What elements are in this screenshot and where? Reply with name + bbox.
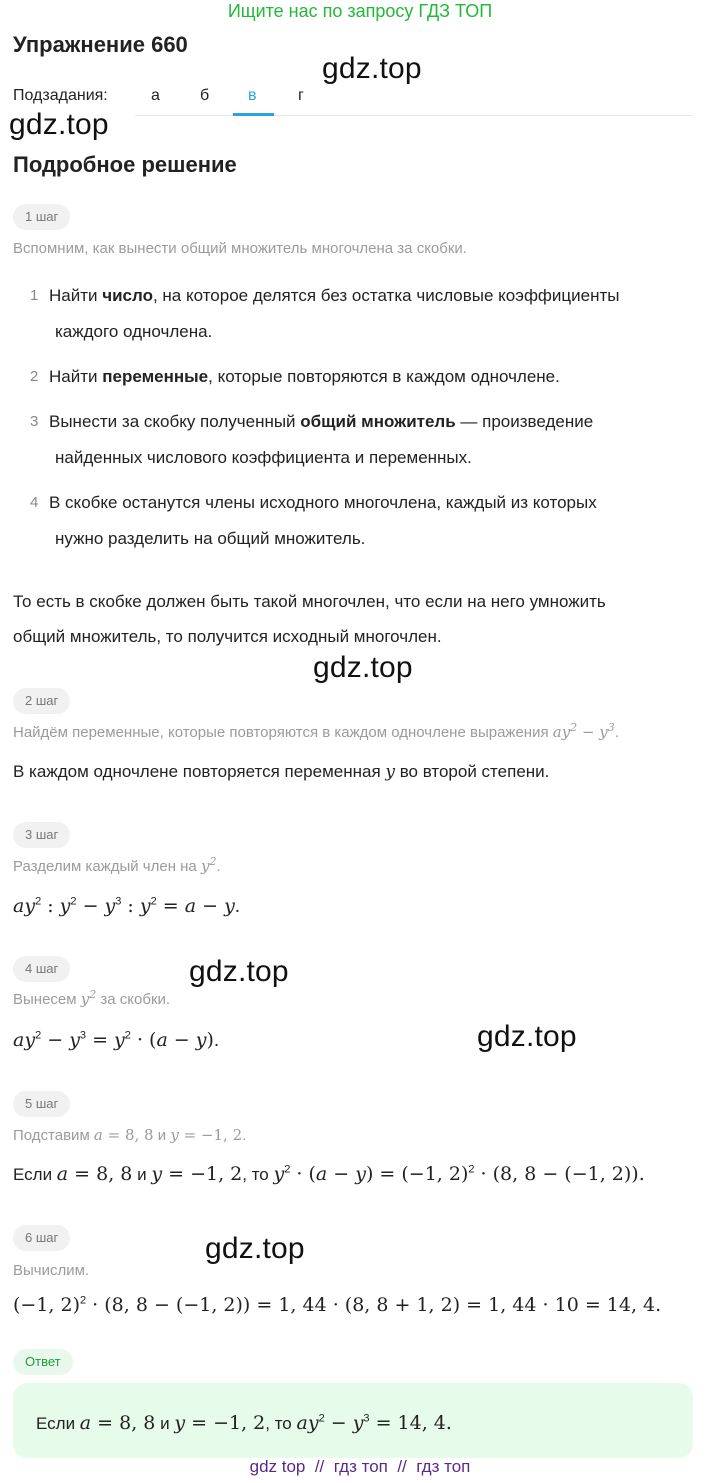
- math-expr: $ay^2 - y^3$: [552, 721, 615, 741]
- step-text-part: Если: [13, 1165, 57, 1184]
- step-intro-text: и: [153, 1127, 171, 1144]
- step-text-part: , то: [242, 1165, 274, 1184]
- footer-separator: //: [314, 1457, 325, 1476]
- answer-chip: Ответ: [13, 1349, 73, 1375]
- list-number: 4: [30, 494, 39, 511]
- step-text-part: во второй степени.: [394, 762, 550, 781]
- step-intro-text: Разделим каждый член на: [13, 858, 197, 875]
- math-line: $ay^2$ : $y^2 - y^3$ : $y^2 = a - y$.: [13, 895, 241, 917]
- tab-subtask-v[interactable]: в: [248, 87, 257, 104]
- list-text: нужно разделить на общий множитель.: [55, 529, 366, 548]
- footer-link[interactable]: гдз топ: [333, 1457, 388, 1476]
- footer-link[interactable]: gdz top: [249, 1457, 306, 1476]
- page-title: Упражнение 660: [13, 32, 188, 57]
- step-text-part: В каждом одночлене повторяется переменная: [13, 762, 386, 781]
- step-chip: 1 шаг: [13, 204, 70, 230]
- step-chip: 3 шаг: [13, 822, 70, 848]
- tab-subtask-a[interactable]: а: [151, 87, 160, 104]
- step-text-part: и: [132, 1165, 152, 1184]
- list-number: 3: [30, 413, 39, 430]
- list-text: найденных числового коэффициента и переменных.: [55, 448, 472, 467]
- list-text: каждого одночлена.: [55, 322, 213, 341]
- step-intro-text: за скобки.: [96, 991, 171, 1008]
- list-text: Найти: [49, 367, 103, 386]
- watermark: gdz.top: [205, 1232, 305, 1265]
- footer-separator: //: [397, 1457, 407, 1476]
- step-intro: Подставим a = 8, 8 и y = −1, 2.: [13, 1126, 247, 1144]
- solution-heading: Подробное решение: [13, 152, 237, 177]
- step-outro: общий множитель, то получится исходный многочлен.: [13, 627, 442, 646]
- list-text: , на которое делятся без остатка числовые коэффициенты: [152, 286, 620, 305]
- list-number: 1: [30, 287, 39, 304]
- math-expr: $y^2$: [200, 855, 217, 875]
- watermark: gdz.top: [9, 108, 109, 141]
- footer-link[interactable]: гдз топ: [416, 1457, 471, 1476]
- step-intro-text: Вынесем: [13, 991, 81, 1008]
- answer-text-part: и: [155, 1414, 175, 1433]
- list-text: В скобке останутся члены исходного многочлена, каждый из которых: [49, 493, 597, 512]
- watermark: gdz.top: [313, 651, 413, 684]
- promo-banner[interactable]: Ищите нас по запросу ГДЗ ТОП: [227, 1, 493, 21]
- tabs-divider: [135, 115, 693, 116]
- step-chip: 6 шаг: [13, 1225, 70, 1251]
- answer-text-part: , то: [265, 1414, 297, 1433]
- answer-text-part: Если: [36, 1414, 80, 1433]
- math-line: $ay^2 - y^3 = y^2 \cdot (a - y)$.: [13, 1029, 220, 1051]
- step-outro: То есть в скобке должен быть такой многочлен, что если на него умножить: [13, 592, 606, 611]
- footer-links: [0, 1457, 720, 1477]
- step-chip: 2 шаг: [13, 688, 70, 714]
- list-text: Найти: [49, 286, 103, 305]
- step-intro: Вычислим.: [13, 1262, 90, 1279]
- step-chip: 4 шаг: [13, 956, 70, 982]
- watermark: gdz.top: [189, 955, 289, 988]
- list-text: Вынести за скобку полученный: [49, 412, 301, 431]
- watermark: gdz.top: [477, 1020, 577, 1053]
- watermark: gdz.top: [322, 52, 422, 85]
- list-bold: число: [102, 286, 153, 305]
- step-intro: [13, 990, 170, 1008]
- answer-text: Если a = 8, 8 и y = −1, 2, то $ay^2 - y^3 = 14$, 4.: [36, 1412, 452, 1434]
- list-bold: переменные: [102, 367, 209, 386]
- list-text: , которые повторяются в каждом одночлене.: [208, 367, 560, 386]
- step-intro-text: Подставим: [13, 1127, 94, 1144]
- step-intro: Разделим каждый член на $y^2$.: [13, 855, 221, 875]
- math-var: y: [385, 762, 395, 782]
- math-line: (−1, 2)$^2$ · (8, 8 − (−1, 2)) = 1, 44 · (8, 8 + 1, 2) = 1, 44 · 10 = 14, 4.: [13, 1294, 662, 1316]
- step-text: Если a = 8, 8 и y = −1, 2, то $y^2 \cdot (a - y) = (-1$, 2)$^2$ · (8, 8 − (−1, 2)).: [13, 1163, 645, 1185]
- subtasks-label: Подзадания:: [13, 87, 108, 104]
- step-intro-text: Найдём переменные, которые повторяются в каждом одночлене выражения: [13, 724, 549, 741]
- step-chip: 5 шаг: [13, 1091, 70, 1117]
- math-expr: $y^2$: [80, 988, 97, 1008]
- step-text: [13, 762, 549, 782]
- tab-subtask-g[interactable]: г: [298, 87, 304, 104]
- step-intro: Вспомним, как вынести общий множитель многочлена за скобки.: [13, 240, 467, 257]
- active-tab-indicator: [233, 113, 274, 116]
- tab-subtask-b[interactable]: б: [200, 87, 210, 104]
- list-text: — произведение: [455, 412, 594, 431]
- step-intro: Найдём переменные, которые повторяются в каждом одночлене выражения $ay^2 - y^3$.: [13, 721, 619, 741]
- list-bold: общий множитель: [300, 412, 456, 431]
- list-number: 2: [30, 368, 39, 385]
